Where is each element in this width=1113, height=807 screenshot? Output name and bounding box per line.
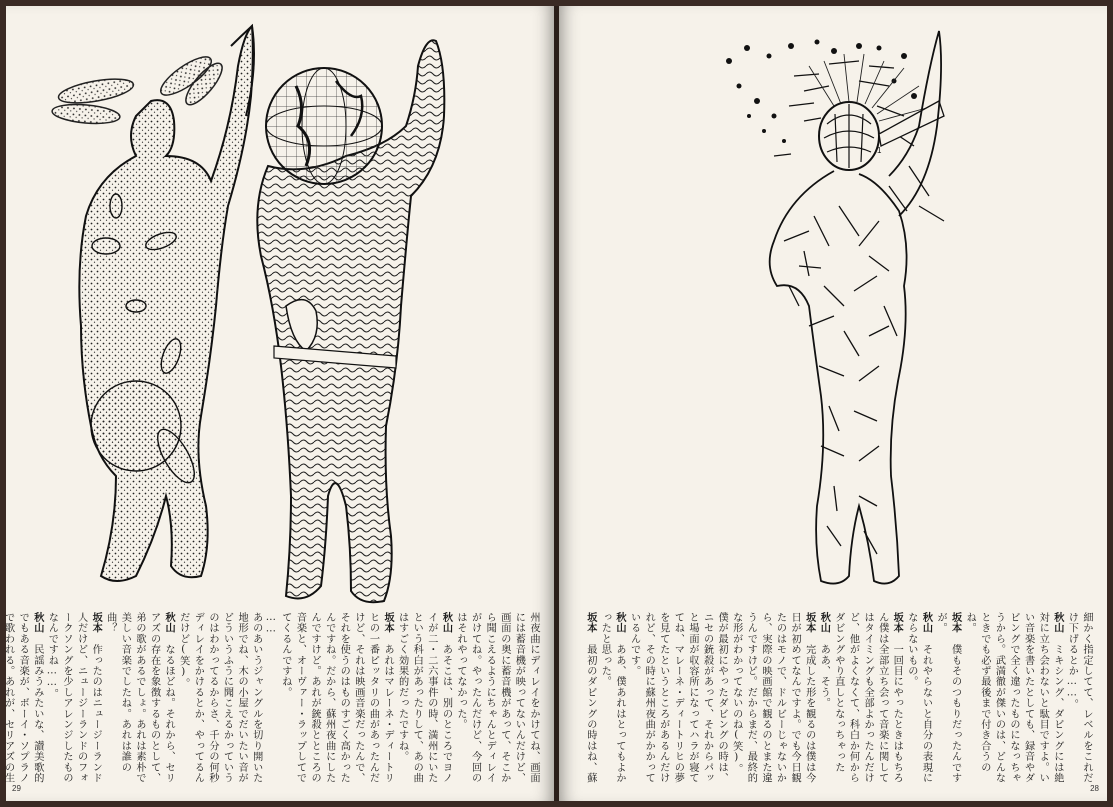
page-number: 28	[1090, 784, 1099, 793]
left-page	[2, 6, 554, 801]
page-number: 29	[12, 784, 21, 793]
illustration-line-figure	[559, 6, 1107, 596]
speaker-label: 秋山	[1051, 612, 1063, 634]
body-outline	[770, 171, 907, 584]
speaker-label: 秋山	[440, 612, 452, 634]
paragraph: 坂本 一回目にやったときはもちろん僕は全部立ち会って音楽に関してはタイミングも全部よかったんだけど、他がよくなくて、科白か何からダビングやり直しとなっちゃった	[832, 612, 903, 784]
paragraph: 州夜曲にディレイをかけてね、画面には蓄音機が映ってないんだけど、画面の奥に蓄音機があって、そこから聞こえるようにちゃんとディレイがけてね。やったんだけど、今回のはそれやってなかった。	[455, 612, 539, 784]
paragraph: 坂本 最初のダビングの時はね、蘇	[584, 612, 596, 784]
speaker-label: 秋山	[818, 612, 830, 634]
right-page	[559, 6, 1107, 801]
speaker-label: 坂本	[949, 612, 961, 634]
speaker-label: 秋山	[920, 612, 932, 634]
paragraph: 坂本 あれはマレーネ・ディートリヒの一番ピッタリの曲があったんだけど、それは映画音楽だったんで、それを使うのはものすごく高かったんですね。だから、蘇州夜曲にしたんですけど。あれが銃殺とところの音楽と、オーヴァー・ラップしてでてくるんですね。	[279, 612, 394, 784]
speaker-label: 秋山	[163, 612, 175, 634]
speaker-label: 秋山	[614, 612, 625, 634]
left-page-text	[2, 612, 540, 788]
paragraph: 秋山 ああ、そう。	[818, 612, 830, 709]
right-page-text	[563, 612, 1093, 788]
speaker-label: 坂本	[803, 612, 815, 634]
paragraph: 細かく指定してて、レベルをこれだけ下げるとか……。	[1066, 612, 1092, 784]
paragraph: 坂本 僕もそのつもりだったんですが。	[935, 612, 961, 784]
paragraph: 秋山 ミキシング、ダビングには絶対に立ち会わないと駄目ですよ。いい音楽を書いたとしても、録音やダビングで全く違ったものになっちゃうから。武満徹が傑いのは、どんなときでも必ず最後まで付き合うのね。	[964, 612, 1063, 784]
paragraph: 秋山 民謡みうみたいな、讃美歌的でもある音楽が、ボーイ・ソプラノで歌われる。あれが、セリアズの生	[2, 612, 43, 784]
paragraph: 秋山 なるほどね。それから、セリアズの存在を象徴するものとして、弟の歌があるでしょ。あれは素朴で美しい音楽でしたね。あれは誰の曲？	[104, 612, 175, 784]
paragraph: 僕が最初にやったダビングの時は、ニセの銃殺があって、それからパッと場面が収容所になってハラが寝ててね、マレーネ・ディートリヒの夢を見てたというところがあるんだけれど、その時に蘇州夜曲がかかっているんです。	[628, 612, 728, 784]
paragraph: 坂本 完成した形を観るのは僕は今日が初めてなんですよ。でも今日観たのはモノで、ドルビーじゃないから、実際の映画館で観るのとまた違うんですけど。だからまだ、最終的な形がわかってないのね(笑)。	[730, 612, 815, 784]
svg-text:1: 1	[877, 146, 882, 155]
paragraph: 秋山 ああ、僕あれはとってもよかったと思った。	[599, 612, 625, 784]
illustration-two-figures	[6, 6, 554, 606]
paragraph: 秋山 あそこは、別のところでヨノイが二・二六事件の時、満州にいたという科白があったりして、あの曲はすごく効果的だったですね。	[396, 612, 452, 784]
speaker-label: 坂本	[382, 612, 394, 634]
speaker-label: 坂本	[584, 612, 596, 634]
paragraph: 秋山 それやらないと自分の表現にならないもの。	[905, 612, 932, 784]
paragraph: 坂本 作ったのはニュージーランド人だけど、ニュージーランドのフォークソングを少しアレンジしたものなんですね……。	[46, 612, 102, 784]
paragraph: ……	[265, 612, 277, 635]
book-spread	[2, 6, 1107, 801]
speaker-label: 坂本	[90, 612, 102, 634]
globe-head	[266, 68, 382, 184]
paragraph: あのあいうジャングルを切り開いた地形でね、木の小屋でだいたい音がどういうふうに聞こえるかっていうのはわかってるからさ、千分の何秒ディレイをかけるとか、やってるんだけど(笑)。	[177, 612, 262, 784]
speaker-label: 秋山	[31, 612, 43, 634]
speaker-label: 坂本	[891, 612, 903, 634]
